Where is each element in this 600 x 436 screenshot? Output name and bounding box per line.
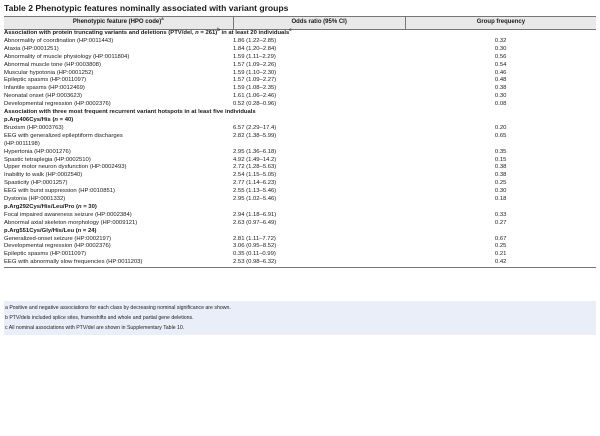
feature-cell: Developmental regression (HP:0002376) bbox=[4, 101, 111, 108]
group-label-part: p.Arg406Cys/His ( bbox=[4, 116, 55, 123]
header-freq: Group frequency bbox=[405, 17, 596, 30]
frequency-cell: 0.33 bbox=[494, 211, 507, 218]
odds-cell: 2.95 (1.02–5.46) bbox=[233, 196, 277, 203]
table-row bbox=[4, 133, 596, 141]
frequency-cell: 0.20 bbox=[494, 124, 507, 131]
feature-cell: Spasticity (HP:0001257) bbox=[4, 180, 68, 187]
feature-cell: Focal impaired awareness seizure (HP:0002384) bbox=[4, 211, 132, 218]
header-row bbox=[4, 17, 596, 30]
frequency-cell: 0.67 bbox=[494, 235, 507, 242]
table-row bbox=[4, 125, 596, 133]
feature-cell: Abnormality of coordination (HP:0011443) bbox=[4, 37, 114, 44]
frequency-cell: 0.42 bbox=[405, 259, 596, 267]
table-row bbox=[4, 180, 596, 188]
table-row bbox=[4, 212, 596, 220]
table-row bbox=[4, 188, 596, 196]
table-row bbox=[4, 77, 596, 85]
group-heading-arg406 bbox=[4, 117, 596, 125]
group-label-part: p.Arg551Cys/Gly/His/Leu ( bbox=[4, 227, 78, 234]
table-row bbox=[4, 101, 596, 109]
odds-cell: 3.06 (0.95–8.52) bbox=[233, 243, 277, 250]
odds-cell: 1.57 (1.09–2.26) bbox=[233, 61, 277, 68]
feature-cell: EEG with abnormally slow frequencies (HP:0011203) bbox=[4, 259, 233, 267]
table-row bbox=[4, 54, 596, 62]
odds-cell: 1.59 (1.10–2.30) bbox=[233, 69, 277, 76]
section-label-n: n bbox=[195, 30, 199, 36]
feature-cell-continuation: (HP:0011198) bbox=[4, 140, 40, 147]
group-heading-arg551 bbox=[4, 228, 596, 236]
feature-cell: Inability to walk (HP:0002540) bbox=[4, 172, 83, 179]
table-row bbox=[4, 196, 596, 204]
frequency-cell: 0.30 bbox=[494, 93, 507, 100]
frequency-cell: 0.54 bbox=[494, 61, 507, 68]
odds-cell: 4.92 (1.49–14.2) bbox=[233, 156, 277, 163]
frequency-cell: 0.30 bbox=[494, 188, 507, 195]
odds-cell: 1.84 (1.20–2.84) bbox=[233, 45, 277, 52]
table-row bbox=[4, 251, 596, 259]
odds-cell: 2.81 (1.11–7.72) bbox=[233, 235, 276, 242]
table-row bbox=[4, 164, 596, 172]
frequency-cell: 0.15 bbox=[494, 156, 507, 163]
table-row bbox=[4, 149, 596, 157]
feature-cell: Abnormality of muscle physiology (HP:0011804) bbox=[4, 53, 130, 60]
feature-cell: Muscular hypotonia (HP:0001252) bbox=[4, 69, 94, 76]
odds-cell: 2.77 (1.14–6.23) bbox=[233, 180, 277, 187]
odds-cell: 2.95 (1.36–6.18) bbox=[233, 148, 277, 155]
table-row-continuation bbox=[4, 141, 596, 149]
odds-cell: 0.35 (0.11–0.99) bbox=[233, 251, 276, 258]
section-heading-hotspots bbox=[4, 109, 596, 117]
frequency-cell: 0.27 bbox=[494, 219, 507, 226]
frequency-cell: 0.21 bbox=[494, 251, 507, 258]
frequency-cell: 0.25 bbox=[494, 180, 507, 187]
odds-cell: 1.59 (1.11–2.29) bbox=[233, 53, 276, 60]
section-label-part: Association with protein truncating variants and deletions (PTV/del, bbox=[4, 30, 196, 36]
footnotes bbox=[4, 301, 596, 335]
header-odds: Odds ratio (95% CI) bbox=[233, 17, 405, 30]
feature-cell: Dystonia (HP:0001332) bbox=[4, 196, 66, 203]
odds-cell: 0.52 (0.28–0.96) bbox=[233, 101, 277, 108]
frequency-cell: 0.38 bbox=[494, 172, 507, 179]
table-row bbox=[4, 243, 596, 251]
frequency-cell: 0.30 bbox=[494, 45, 507, 52]
group-label-part: = 30) bbox=[81, 203, 97, 210]
odds-cell: 2.63 (0.97–6.49) bbox=[233, 219, 277, 226]
table-row bbox=[4, 259, 596, 267]
table-row bbox=[4, 236, 596, 244]
feature-cell: Bruxism (HP:0003763) bbox=[4, 124, 64, 131]
section-heading-ptv bbox=[4, 30, 596, 38]
frequency-cell: 0.48 bbox=[494, 77, 507, 84]
footnote-a: a Positive and negative associations for each class by decreasing nominal significance are shown. bbox=[5, 305, 231, 311]
feature-cell: EEG with generalized epileptiform discharges bbox=[4, 132, 123, 139]
frequency-cell: 0.38 bbox=[494, 164, 507, 171]
footnote-c: c All nominal associations with PTV/del are shown in Supplementary Table 10. bbox=[5, 325, 185, 331]
section-label-sup: b bbox=[217, 27, 220, 33]
odds-cell: 1.61 (1.06–2.46) bbox=[233, 93, 277, 100]
table-row bbox=[4, 157, 596, 165]
feature-cell: EEG with burst suppression (HP:0010851) bbox=[4, 188, 115, 195]
feature-cell: Ataxia (HP:0001251) bbox=[4, 45, 59, 52]
footnote-b: b PTV/dels included splice sites, frameshifts and whole and partial gene deletions. bbox=[5, 315, 194, 321]
table-row bbox=[4, 70, 596, 78]
results-table bbox=[4, 16, 596, 268]
frequency-cell: 0.32 bbox=[494, 37, 507, 44]
table-row bbox=[4, 93, 596, 101]
odds-cell: 2.55 (1.13–5.46) bbox=[233, 188, 277, 195]
feature-cell: Spastic tetraplegia (HP:0002510) bbox=[4, 156, 91, 163]
odds-cell: 6.57 (2.29–17.4) bbox=[233, 124, 277, 131]
frequency-cell: 0.25 bbox=[494, 243, 507, 250]
section-label-part: = 261) bbox=[198, 30, 218, 36]
table-row bbox=[4, 46, 596, 54]
group-label-n: n bbox=[54, 116, 59, 123]
frequency-cell: 0.46 bbox=[494, 69, 507, 76]
section-label-part: in at least 20 individuals bbox=[219, 30, 290, 36]
header-feature-sup: a bbox=[161, 16, 164, 22]
frequency-cell: 0.08 bbox=[494, 101, 507, 108]
group-label-part: = 24) bbox=[81, 227, 97, 234]
table-title: Table 2 Phenotypic features nominally associated with variant groups bbox=[4, 3, 289, 13]
odds-cell: 2.54 (1.15–5.05) bbox=[233, 172, 277, 179]
section-label: Association with three most frequent recurrent variant hotspots in at least five individuals bbox=[4, 109, 256, 116]
odds-cell: 2.94 (1.18–6.91) bbox=[233, 211, 277, 218]
table-row bbox=[4, 85, 596, 93]
frequency-cell: 0.56 bbox=[494, 53, 507, 60]
odds-cell: 2.72 (1.28–5.63) bbox=[233, 164, 277, 171]
table-row bbox=[4, 220, 596, 228]
frequency-cell: 0.38 bbox=[494, 85, 507, 92]
group-label-n: n bbox=[77, 203, 82, 210]
group-heading-arg292 bbox=[4, 204, 596, 212]
feature-cell: Infantile spasms (HP:0012469) bbox=[4, 85, 85, 92]
group-label-n: n bbox=[77, 227, 82, 234]
feature-cell: Neonatal onset (HP:0003623) bbox=[4, 93, 82, 100]
group-label-part: = 40) bbox=[58, 116, 74, 123]
feature-cell: Generalized-onset seizure (HP:0002197) bbox=[4, 235, 112, 242]
table-row bbox=[4, 172, 596, 180]
odds-cell: 2.53 (0.98–6.32) bbox=[233, 259, 405, 267]
odds-cell: 1.57 (1.09–2.27) bbox=[233, 77, 277, 84]
feature-cell: Hypertonia (HP:0001276) bbox=[4, 148, 71, 155]
frequency-cell: 0.18 bbox=[494, 196, 507, 203]
feature-cell: Abnormal muscle tone (HP:0003808) bbox=[4, 61, 101, 68]
feature-cell: Upper motor neuron dysfunction (HP:0002493) bbox=[4, 164, 127, 171]
table-row bbox=[4, 38, 596, 46]
odds-cell: 1.86 (1.22–2.85) bbox=[233, 37, 277, 44]
odds-cell: 1.59 (1.08–2.35) bbox=[233, 85, 277, 92]
header-feature-text: Phenotypic feature (HPO code) bbox=[72, 19, 162, 26]
section-label-sup: c bbox=[289, 27, 292, 33]
group-label-part: p.Arg292Cys/His/Leu/Pro ( bbox=[4, 203, 78, 210]
feature-cell: Epileptic spasms (HP:0011097) bbox=[4, 77, 87, 84]
table-row bbox=[4, 62, 596, 70]
feature-cell: Epileptic spasms (HP:0011097) bbox=[4, 251, 87, 258]
frequency-cell: 0.35 bbox=[494, 148, 507, 155]
odds-cell: 2.82 (1.38–5.99) bbox=[233, 132, 277, 139]
frequency-cell: 0.65 bbox=[494, 132, 507, 139]
feature-cell: Developmental regression (HP:0002376) bbox=[4, 243, 111, 250]
feature-cell: Abnormal axial skeleton morphology (HP:0009121) bbox=[4, 219, 138, 226]
